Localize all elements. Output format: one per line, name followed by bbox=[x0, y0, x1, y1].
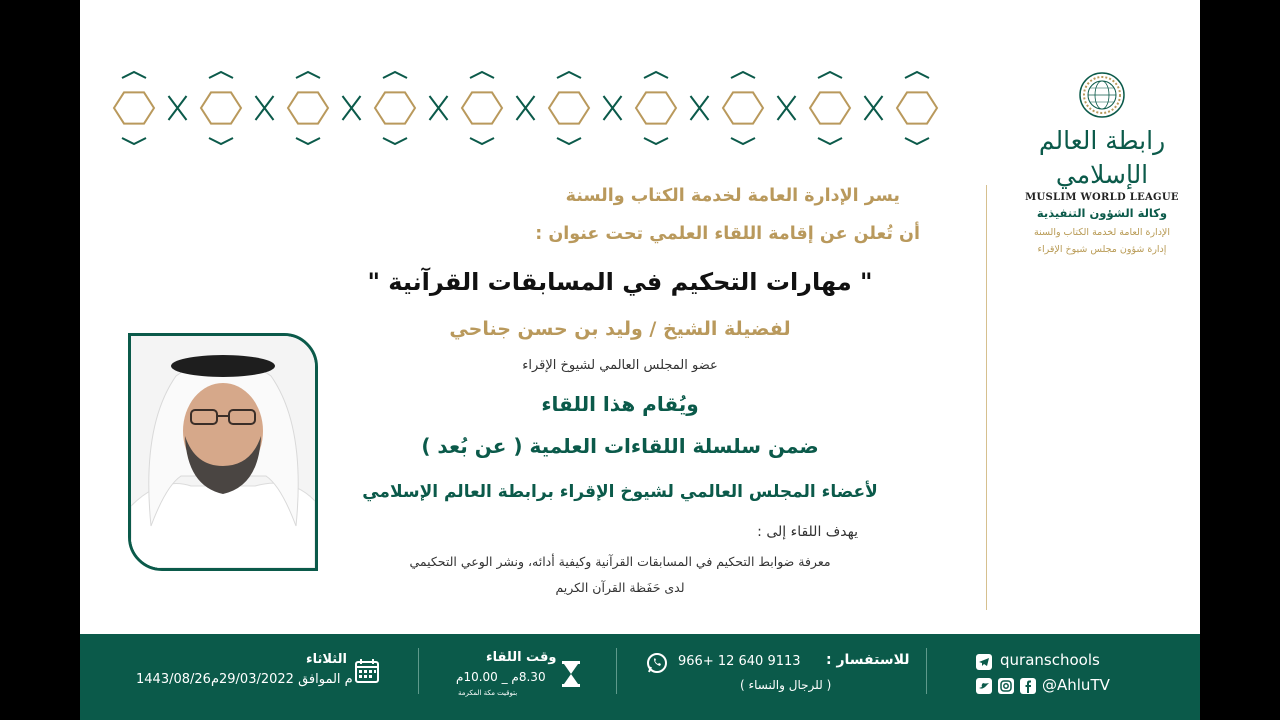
instagram-icon[interactable] bbox=[998, 678, 1014, 694]
series-line: ضمن سلسلة اللقاءات العلمية ( عن بُعد ) bbox=[421, 434, 819, 458]
pattern-chevron bbox=[296, 72, 320, 78]
pattern-cross bbox=[256, 96, 274, 120]
hourglass-icon bbox=[560, 660, 582, 688]
time-label: وقت اللقاء bbox=[486, 650, 557, 665]
day-label: الثلاثاء bbox=[306, 652, 347, 667]
footer-separator bbox=[418, 648, 419, 694]
pattern-cross bbox=[517, 96, 535, 120]
logo-arabic-name: رابطة العالم الإسلامي bbox=[1038, 126, 1166, 189]
department-line-2: إدارة شؤون مجلس شيوخ الإقراء bbox=[1037, 244, 1167, 255]
pattern-chevron bbox=[644, 72, 668, 78]
pattern-hexagon bbox=[375, 92, 415, 123]
twitter-icon[interactable] bbox=[976, 678, 992, 694]
facebook-icon[interactable] bbox=[1020, 678, 1036, 694]
calendar-icon bbox=[354, 658, 380, 684]
pattern-chevron bbox=[557, 138, 581, 144]
pattern-chevron bbox=[470, 72, 494, 78]
pattern-chevron bbox=[644, 138, 668, 144]
time-zone-note: بتوقيت مكة المكرمة bbox=[458, 689, 518, 697]
pattern-cross bbox=[343, 96, 361, 120]
date-value: 1443/08/26م الموافق 29/03/2022م bbox=[136, 672, 353, 687]
pattern-chevron bbox=[470, 138, 494, 144]
social-site-name[interactable]: quranschools bbox=[1000, 651, 1100, 669]
pattern-chevron bbox=[557, 72, 581, 78]
intro-line-1: يسر الإدارة العامة لخدمة الكتاب والسنة bbox=[565, 186, 900, 206]
pattern-chevron bbox=[818, 138, 842, 144]
audience-line: لأعضاء المجلس العالمي لشيوخ الإقراء برابطة العالم الإسلامي bbox=[362, 482, 878, 502]
inquiry-note: ( للرجال والنساء ) bbox=[740, 678, 832, 692]
pattern-chevron bbox=[905, 72, 929, 78]
aims-line-2: لدى حَفَظة القرآن الكريم bbox=[555, 580, 685, 595]
pattern-chevron bbox=[383, 138, 407, 144]
pattern-hexagon bbox=[462, 92, 502, 123]
time-value: 8.30م _ 10.00م bbox=[456, 670, 546, 684]
mwl-logo-block bbox=[1022, 70, 1182, 257]
sheikh-name: لفضيلة الشيخ / وليد بن حسن جناحي bbox=[449, 318, 791, 340]
social-handle[interactable]: @AhluTV bbox=[1042, 676, 1110, 694]
speaker-portrait-illustration bbox=[131, 336, 315, 568]
inquiry-label: للاستفسار : bbox=[826, 652, 910, 668]
pattern-hexagon bbox=[288, 92, 328, 123]
globe-emblem-icon bbox=[1077, 70, 1127, 120]
department-line-1: الإدارة العامة لخدمة الكتاب والسنة bbox=[1033, 227, 1170, 238]
whatsapp-icon[interactable] bbox=[646, 652, 668, 674]
pattern-chevron bbox=[209, 72, 233, 78]
pattern-hexagon bbox=[201, 92, 241, 123]
aims-heading: يهدف اللقاء إلى : bbox=[757, 524, 858, 540]
pattern-cross bbox=[778, 96, 796, 120]
agency-name: وكالة الشؤون التنفيذية bbox=[1036, 206, 1168, 220]
pattern-hexagon bbox=[810, 92, 850, 123]
vertical-divider bbox=[986, 185, 987, 610]
pattern-chevron bbox=[209, 138, 233, 144]
poster bbox=[80, 0, 1200, 720]
aims-line-1: معرفة ضوابط التحكيم في المسابقات القرآنية وكيفية أدائه، ونشر الوعي التحكيمي bbox=[409, 554, 831, 569]
pattern-hexagon bbox=[723, 92, 763, 123]
footer-bar bbox=[80, 634, 1200, 720]
pattern-cross bbox=[169, 96, 187, 120]
pattern-chevron bbox=[905, 138, 929, 144]
pattern-chevron bbox=[383, 72, 407, 78]
logo-english-name: MUSLIM WORLD LEAGUE bbox=[1025, 192, 1179, 203]
pattern-chevron bbox=[122, 72, 146, 78]
pattern-cross bbox=[604, 96, 622, 120]
footer-separator bbox=[926, 648, 927, 694]
telegram-icon[interactable] bbox=[976, 654, 992, 670]
sheikh-membership: عضو المجلس العالمي لشيوخ الإقراء bbox=[522, 358, 718, 373]
pattern-cross bbox=[865, 96, 883, 120]
held-line: ويُقام هذا اللقاء bbox=[541, 392, 699, 416]
intro-line-2: أن تُعلن عن إقامة اللقاء العلمي تحت عنوان : bbox=[535, 224, 920, 244]
pattern-chevron bbox=[296, 138, 320, 144]
pattern-chevron bbox=[122, 138, 146, 144]
lecture-title: " مهارات التحكيم في المسابقات القرآنية " bbox=[367, 268, 873, 296]
pattern-cross bbox=[691, 96, 709, 120]
pattern-hexagon bbox=[897, 92, 937, 123]
pattern-chevron bbox=[731, 72, 755, 78]
pattern-hexagon bbox=[549, 92, 589, 123]
footer-separator bbox=[616, 648, 617, 694]
inquiry-phone[interactable]: 966+ 12 640 9113 bbox=[678, 654, 801, 669]
pattern-cross bbox=[430, 96, 448, 120]
pattern-chevron bbox=[731, 138, 755, 144]
geometric-pattern bbox=[98, 70, 968, 146]
pattern-hexagon bbox=[636, 92, 676, 123]
speaker-photo bbox=[128, 333, 318, 571]
pattern-chevron bbox=[818, 72, 842, 78]
pattern-hexagon bbox=[114, 92, 154, 123]
